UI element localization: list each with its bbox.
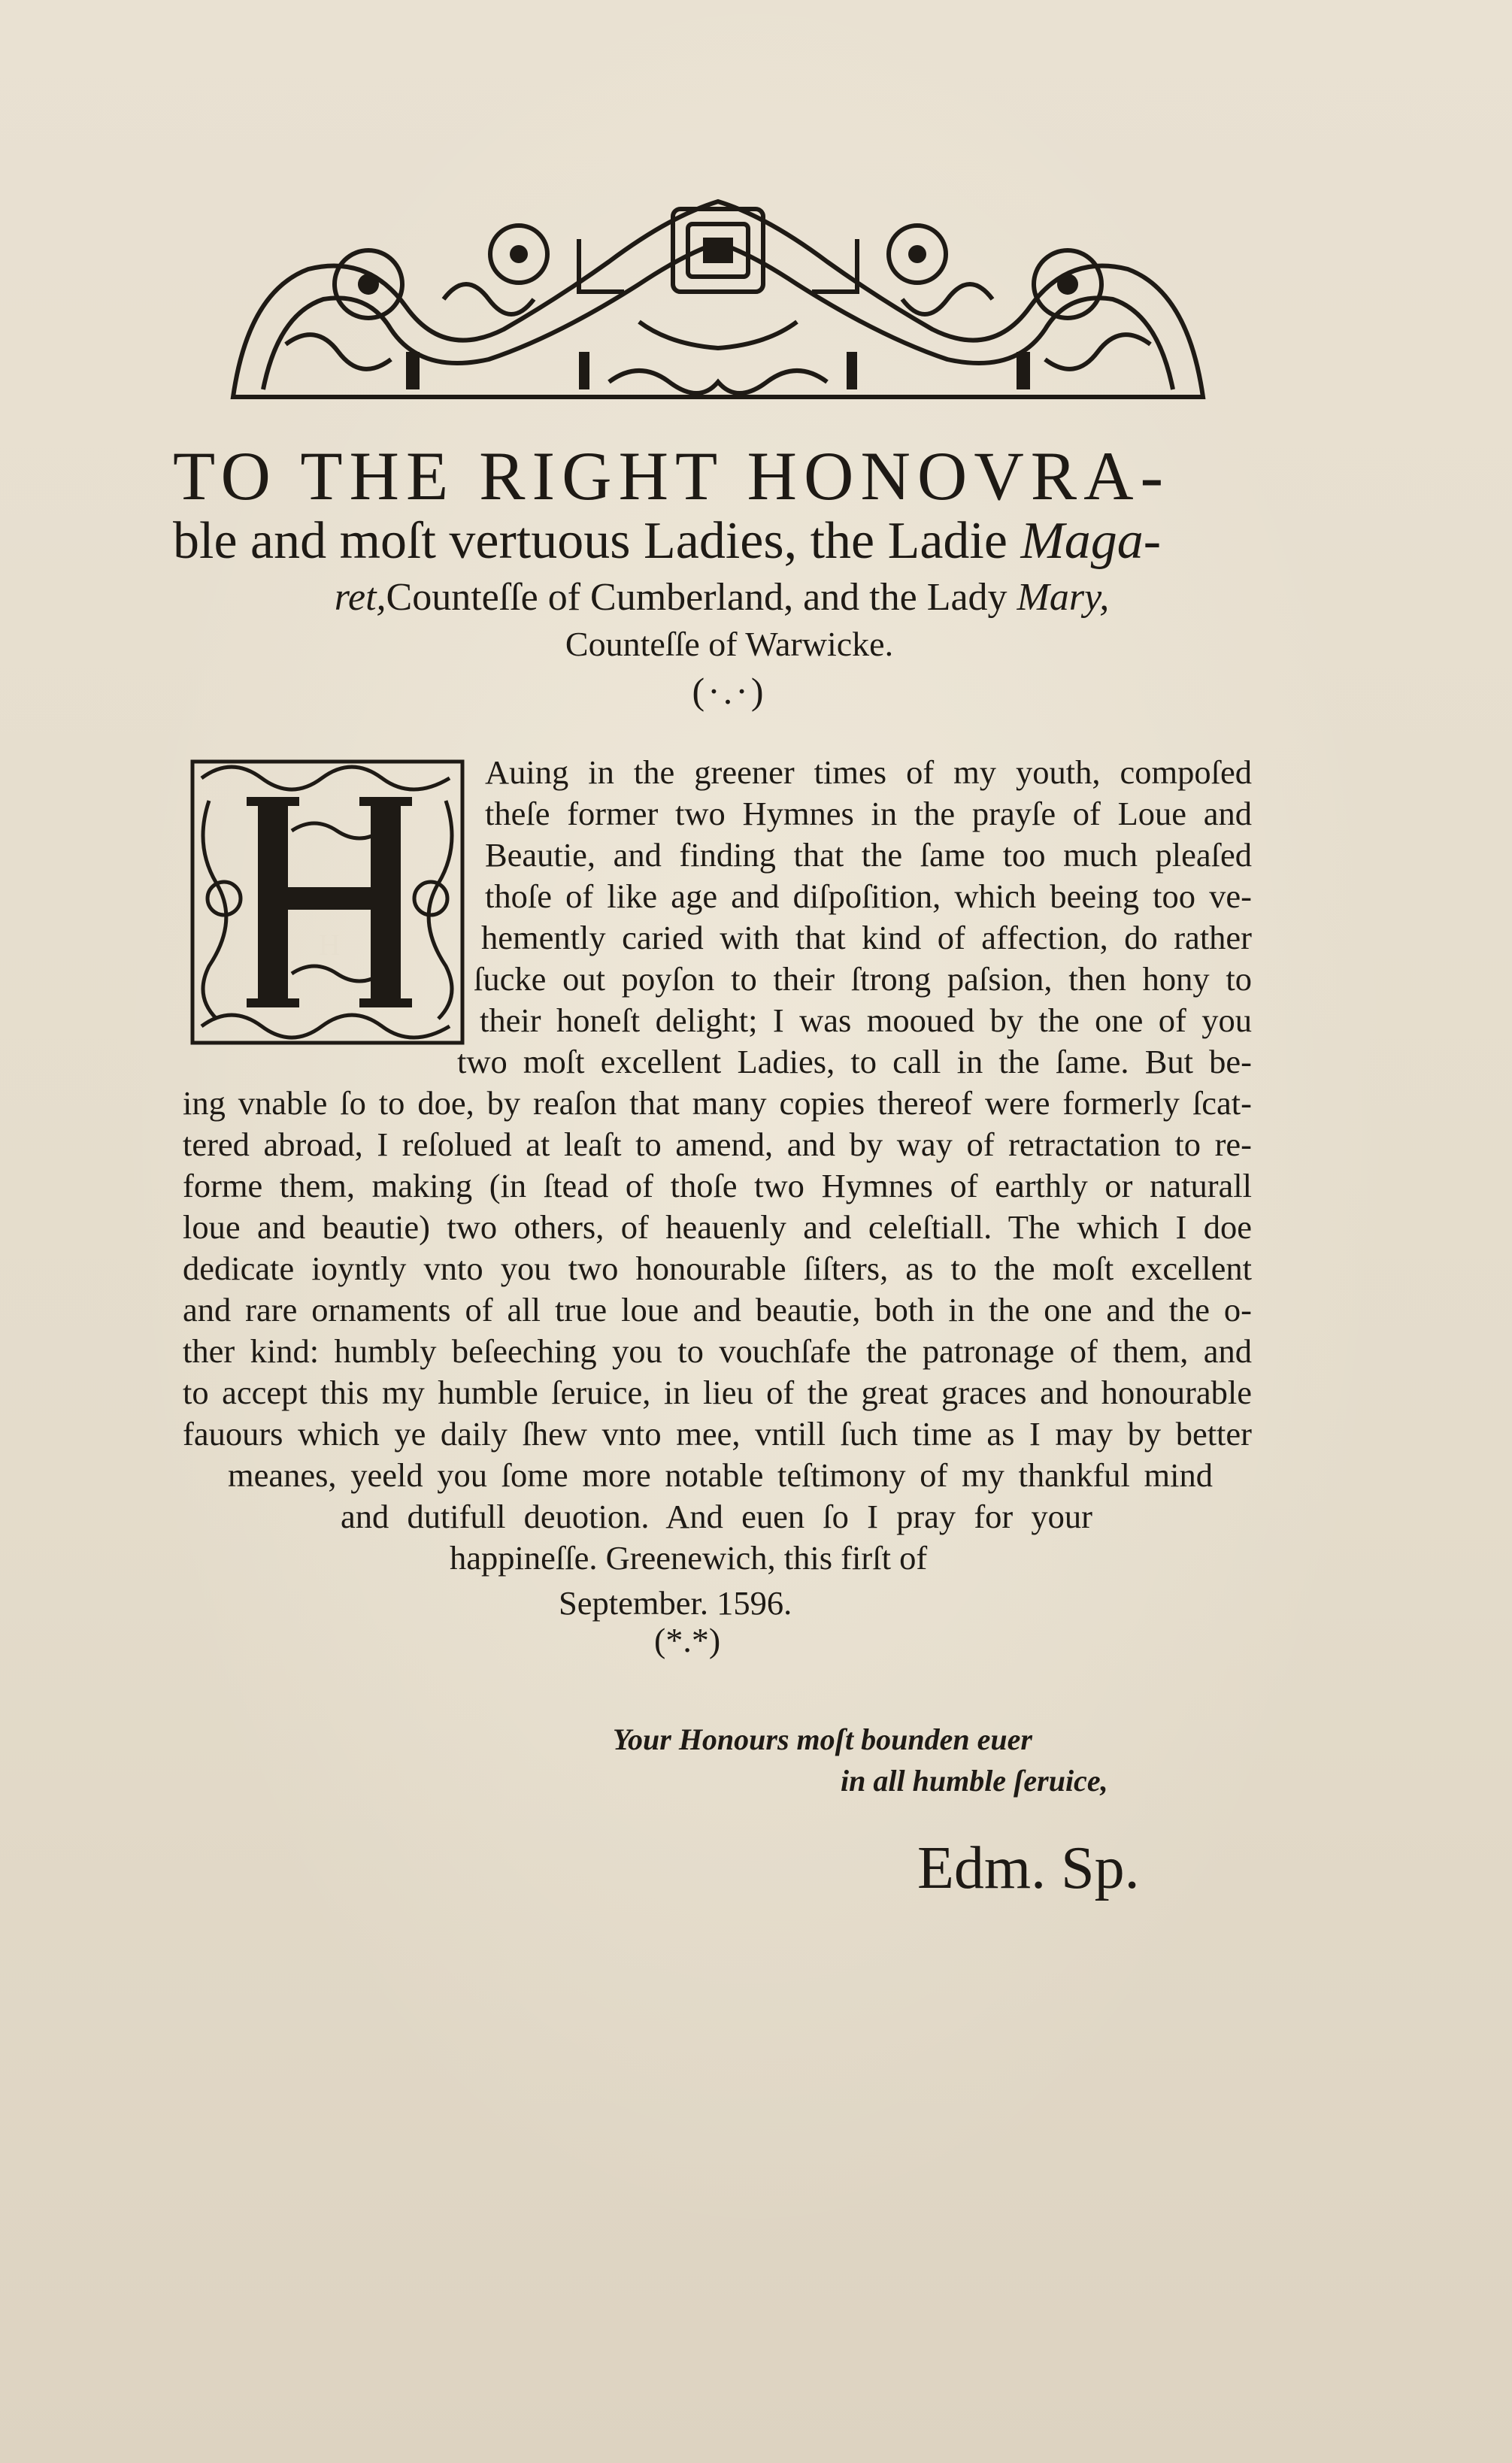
body-line-18: meanes, yeeld you ſome more notable teſtimony of my thankful mind [228,1456,1213,1494]
headpiece-ornament [218,171,1218,412]
body-line-9: ing vnable ſo to doe, by reaſon that many copies thereof were formerly ſcat- [183,1084,1252,1122]
name-margaret-part1: Maga- [1020,512,1162,570]
body-line-10: tered abroad, I reſolued at leaſt to amend, and by way of retractation to re- [183,1125,1252,1163]
body-line-8: two moſt excellent Ladies, to call in the ſame. But be- [457,1043,1252,1080]
body-line-5: hemently caried with that kind of affection, do rather [481,919,1252,956]
body-line-7: their honeſt delight; I was mooued by the one of you [480,1001,1252,1039]
body-line-14: and rare ornaments of all true loue and beautie, both in the one and the o- [183,1291,1252,1328]
dropcap-h-ornament [186,756,468,1049]
title-line-1: TO THE RIGHT HONOVRA- [173,438,1171,514]
title-line-4: Counteſſe of Warwicke. [565,625,894,663]
title-line-2-text: ble and moſt vertuous Ladies, the Ladie [173,512,1021,570]
title-fleuron: (·.·) [692,670,767,712]
signoff-line-1: Your Honours moſt bounden euer [613,1722,1032,1756]
body-line-20: happineſſe. Greenewich, this firſt of [450,1539,928,1577]
body-line-13: dedicate ioyntly vnto you two honourable ſiſters, as to the moſt excellent [183,1250,1252,1287]
body-line-21-date: September. 1596. [559,1584,792,1622]
name-margaret-part2: ret, [334,576,386,619]
body-line-6: ſucke out poyſon to their ſtrong paſsion, then hony to [474,960,1252,998]
body-line-2: theſe former two Hymnes in the prayſe of Loue and [485,795,1252,832]
body-line-3: Beautie, and finding that the ſame too much pleaſed [485,836,1252,874]
body-line-15: ther kind: humbly beſeeching you to vouchſafe the patronage of them, and [183,1332,1252,1370]
signature: Edm. Sp. [917,1835,1140,1901]
title-line-3 [218,575,1226,620]
body-line-19: and dutifull deuotion. And euen ſo I pray for your [341,1498,1092,1535]
signoff-line-2: in all humble ſeruice, [841,1764,1108,1798]
body-line-12: loue and beautie) two others, of heauenly and celeſtiall. The which I doe [183,1208,1252,1246]
body-line-1: Auing in the greener times of my youth, compoſed [485,753,1252,791]
title-line-3-text: Counteſſe of Cumberland, and the Lady [386,576,1017,619]
body-line-16: to accept this my humble ſeruice, in lieu of the great graces and honourable [183,1374,1252,1411]
name-mary: Mary, [1017,576,1110,619]
dropcap-letter: H [318,928,341,962]
body-line-4: thoſe of like age and diſpoſition, which beeing too ve- [485,877,1252,915]
closing-fleuron: (*.*) [654,1621,721,1659]
body-line-17: fauours which ye daily ſhew vnto mee, vntill ſuch time as I may by better [183,1415,1252,1453]
body-line-11: forme them, making (in ſtead of thoſe two Hymnes of earthly or naturall [183,1167,1252,1204]
title-line-2 [173,511,1286,571]
